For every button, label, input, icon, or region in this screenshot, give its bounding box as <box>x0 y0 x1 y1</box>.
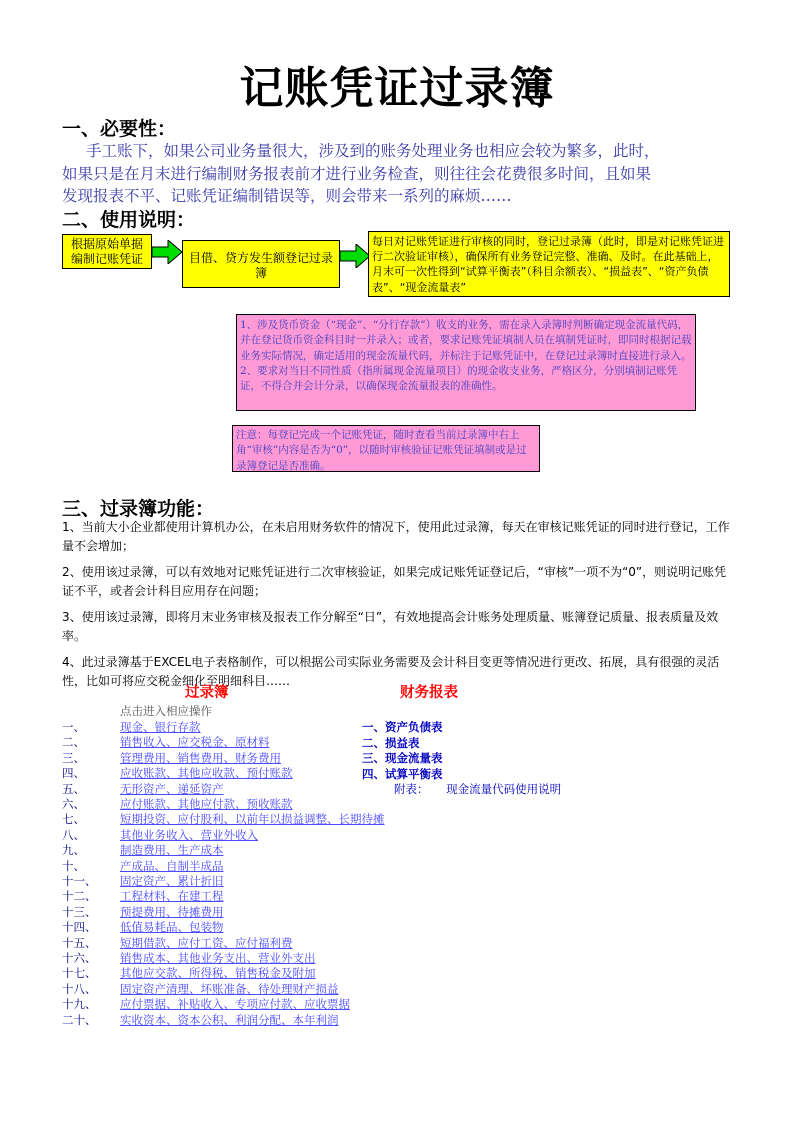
ledger-item-number: 八、 <box>62 827 85 842</box>
flow-box-register-ledger: 目借、贷方发生额登记过录簿 <box>182 240 340 288</box>
ledger-item-link[interactable]: 其他应交款、所得税、销售税金及附加 <box>120 966 316 981</box>
ledger-item-number: 十七、 <box>62 966 97 981</box>
ledger-item-number: 九、 <box>62 843 85 858</box>
ledger-item-link[interactable]: 无形资产、递延资产 <box>120 781 224 796</box>
ledger-item-number: 十、 <box>62 858 85 873</box>
intro-line-3: 发现报表不平、记账凭证编制错误等，则会带来一系列的麻烦…… <box>62 187 512 205</box>
reports-heading: 财务报表 <box>400 685 458 701</box>
ledger-item-link[interactable]: 预提费用、待摊费用 <box>120 904 224 919</box>
report-link-balance-sheet[interactable]: 一、资产负债表 <box>362 720 443 734</box>
ledger-item-link[interactable]: 固定资产清理、坏账准备、待处理财产损益 <box>120 981 339 996</box>
appendix-label: 附表： <box>394 782 429 796</box>
section-heading-necessity: 一、必要性： <box>62 118 177 140</box>
ledger-item-link[interactable]: 其他业务收入、营业外收入 <box>120 827 258 842</box>
ledger-item-number: 六、 <box>62 797 85 811</box>
ledger-item-link[interactable]: 销售成本、其他业务支出、营业外支出 <box>120 951 316 965</box>
ledger-item-number: 五、 <box>62 781 85 796</box>
report-link-cash-flow[interactable]: 三、现金流量表 <box>362 751 443 765</box>
report-link-income-statement[interactable]: 二、损益表 <box>362 735 420 750</box>
ledger-item-number: 四、 <box>62 766 85 781</box>
intro-paragraph <box>62 140 732 208</box>
ledger-item-link[interactable]: 制造费用、生产成本 <box>120 843 224 858</box>
index-hint: 点击进入相应操作 <box>120 704 212 718</box>
function-list <box>62 518 738 698</box>
ledger-item-link[interactable]: 管理费用、销售费用、财务费用 <box>120 750 281 765</box>
note-check-audit: 注意：每登记完成一个记账凭证，随时查看当前过录簿中右上角“审核”内容是否为“0”，以随时审核验证记账凭证填制或是过录簿登记是否准确。 <box>232 425 540 472</box>
ledger-item-link[interactable]: 现金、银行存款 <box>120 720 201 734</box>
ledger-heading: 过录簿 <box>185 685 229 701</box>
ledger-item-number: 十八、 <box>62 981 97 996</box>
function-item-1: 1、当前大小企业都使用计算机办公，在未启用财务软件的情况下，使用此过录簿，每天在审核记账凭证的同时进行登记，工作量不会增加； <box>62 520 730 553</box>
section-heading-usage: 二、使用说明： <box>62 209 196 231</box>
appendix-link-cash-flow-code[interactable]: 现金流量代码使用说明 <box>446 782 562 796</box>
appendix-row <box>394 781 561 797</box>
ledger-item-number: 十一、 <box>62 874 97 888</box>
ledger-item-number: 一、 <box>62 720 85 734</box>
ledger-item-link[interactable]: 应付票据、补贴收入、专项应付款、应收票据 <box>120 997 350 1012</box>
ledger-item-number: 十六、 <box>62 951 97 965</box>
page-title: 记账凭证过录簿 <box>239 63 555 114</box>
function-item-2: 2、使用该过录簿，可以有效地对记账凭证进行二次审核验证，如果完成记账凭证登记后，“审核”一项不为“0”，则说明记账凭证不平，或者会计科目应用存在问题； <box>62 565 727 598</box>
note-cash-flow-item-1: 1、涉及货币资金（“现金”、“分行存款”）收支的业务，需在录入录簿时判断确定现金流量代码，并在登记货币资金科目时一并录入；或者，要求记账凭证填制人员在填制凭证时，即同时根据记载业务实际情况，确定适用的现金流量代码，并标注于记账凭证中，在登记过录簿时直接进行录入。 <box>240 319 692 362</box>
note-cash-flow-item-2: 2、要求对当日不同性质（指所属现金流量项目）的现金收支业务，严格区分，分别填制记账凭证，不得合并会计分录，以确保现金流量报表的准确性。 <box>240 364 678 393</box>
arrow-right-icon <box>152 240 182 264</box>
section-heading-functions: 三、过录簿功能： <box>62 498 215 520</box>
ledger-item-number: 七、 <box>62 812 85 827</box>
ledger-item-number: 十五、 <box>62 935 97 950</box>
ledger-item-number: 十四、 <box>62 920 97 935</box>
ledger-item-number: 二、 <box>62 735 85 750</box>
ledger-item-number: 二十、 <box>62 1012 97 1027</box>
note-cash-flow-code <box>236 314 696 411</box>
function-item-3: 3、使用该过录簿，即将月末业务审核及报表工作分解至“日”，有效地提高会计账务处理质量、账簿登记质量、报表质量及效率。 <box>62 610 719 643</box>
ledger-item-link[interactable]: 销售收入、应交税金、原材料 <box>120 735 270 750</box>
ledger-item-link[interactable]: 产成品、自制半成品 <box>120 858 224 873</box>
ledger-item-number: 十三、 <box>62 904 97 919</box>
ledger-item-link[interactable]: 应收账款、其他应收款、预付账款 <box>120 766 293 781</box>
function-item-4: 4、此过录簿基于EXCEL电子表格制作，可以根据公司实际业务需要及会计科目变更等情况进行更改、拓展，具有很强的灵活性，比如可将应交税金细化至明细科目…… <box>62 655 720 688</box>
ledger-item-link[interactable]: 固定资产、累计折旧 <box>120 874 224 888</box>
report-link-trial-balance[interactable]: 四、试算平衡表 <box>362 766 443 781</box>
ledger-item-number: 十二、 <box>62 889 97 904</box>
ledger-item-link[interactable]: 短期借款、应付工资、应付福利费 <box>120 935 293 950</box>
ledger-item-number: 十九、 <box>62 997 97 1012</box>
ledger-item-link[interactable]: 应付账款、其他应付款、预收账款 <box>120 797 293 811</box>
flow-box-daily-review: 每日对记账凭证进行审核的同时，登记过录簿（此时，即是对记账凭证进行二次验证审核），确保所有业务登记完整、准确、及时。在此基础上，月末可一次性得到“试算平衡表”（科目余额表）、“损益表”、“资产负债表”、“现金流量表” <box>368 231 730 297</box>
ledger-item-link[interactable]: 低值易耗品、包装物 <box>120 920 224 935</box>
ledger-item-link[interactable]: 短期投资、应付股利、以前年以损益调整、长期待摊 <box>120 812 385 827</box>
ledger-item-number: 三、 <box>62 750 85 765</box>
ledger-item-link[interactable]: 实收资本、资本公积、利润分配、本年利润 <box>120 1012 339 1027</box>
intro-line-2: 如果只是在月末进行编制财务报表前才进行业务检查，则往往会花费很多时间，且如果 <box>62 164 652 183</box>
flow-box-create-voucher: 根据原始单据编制记账凭证 <box>62 234 152 269</box>
intro-line-1: 手工账下，如果公司业务量很大，涉及到的账务处理业务也相应会较为繁多，此时， <box>86 142 660 160</box>
arrow-right-icon <box>340 244 370 268</box>
ledger-item-link[interactable]: 工程材料、在建工程 <box>120 889 224 904</box>
